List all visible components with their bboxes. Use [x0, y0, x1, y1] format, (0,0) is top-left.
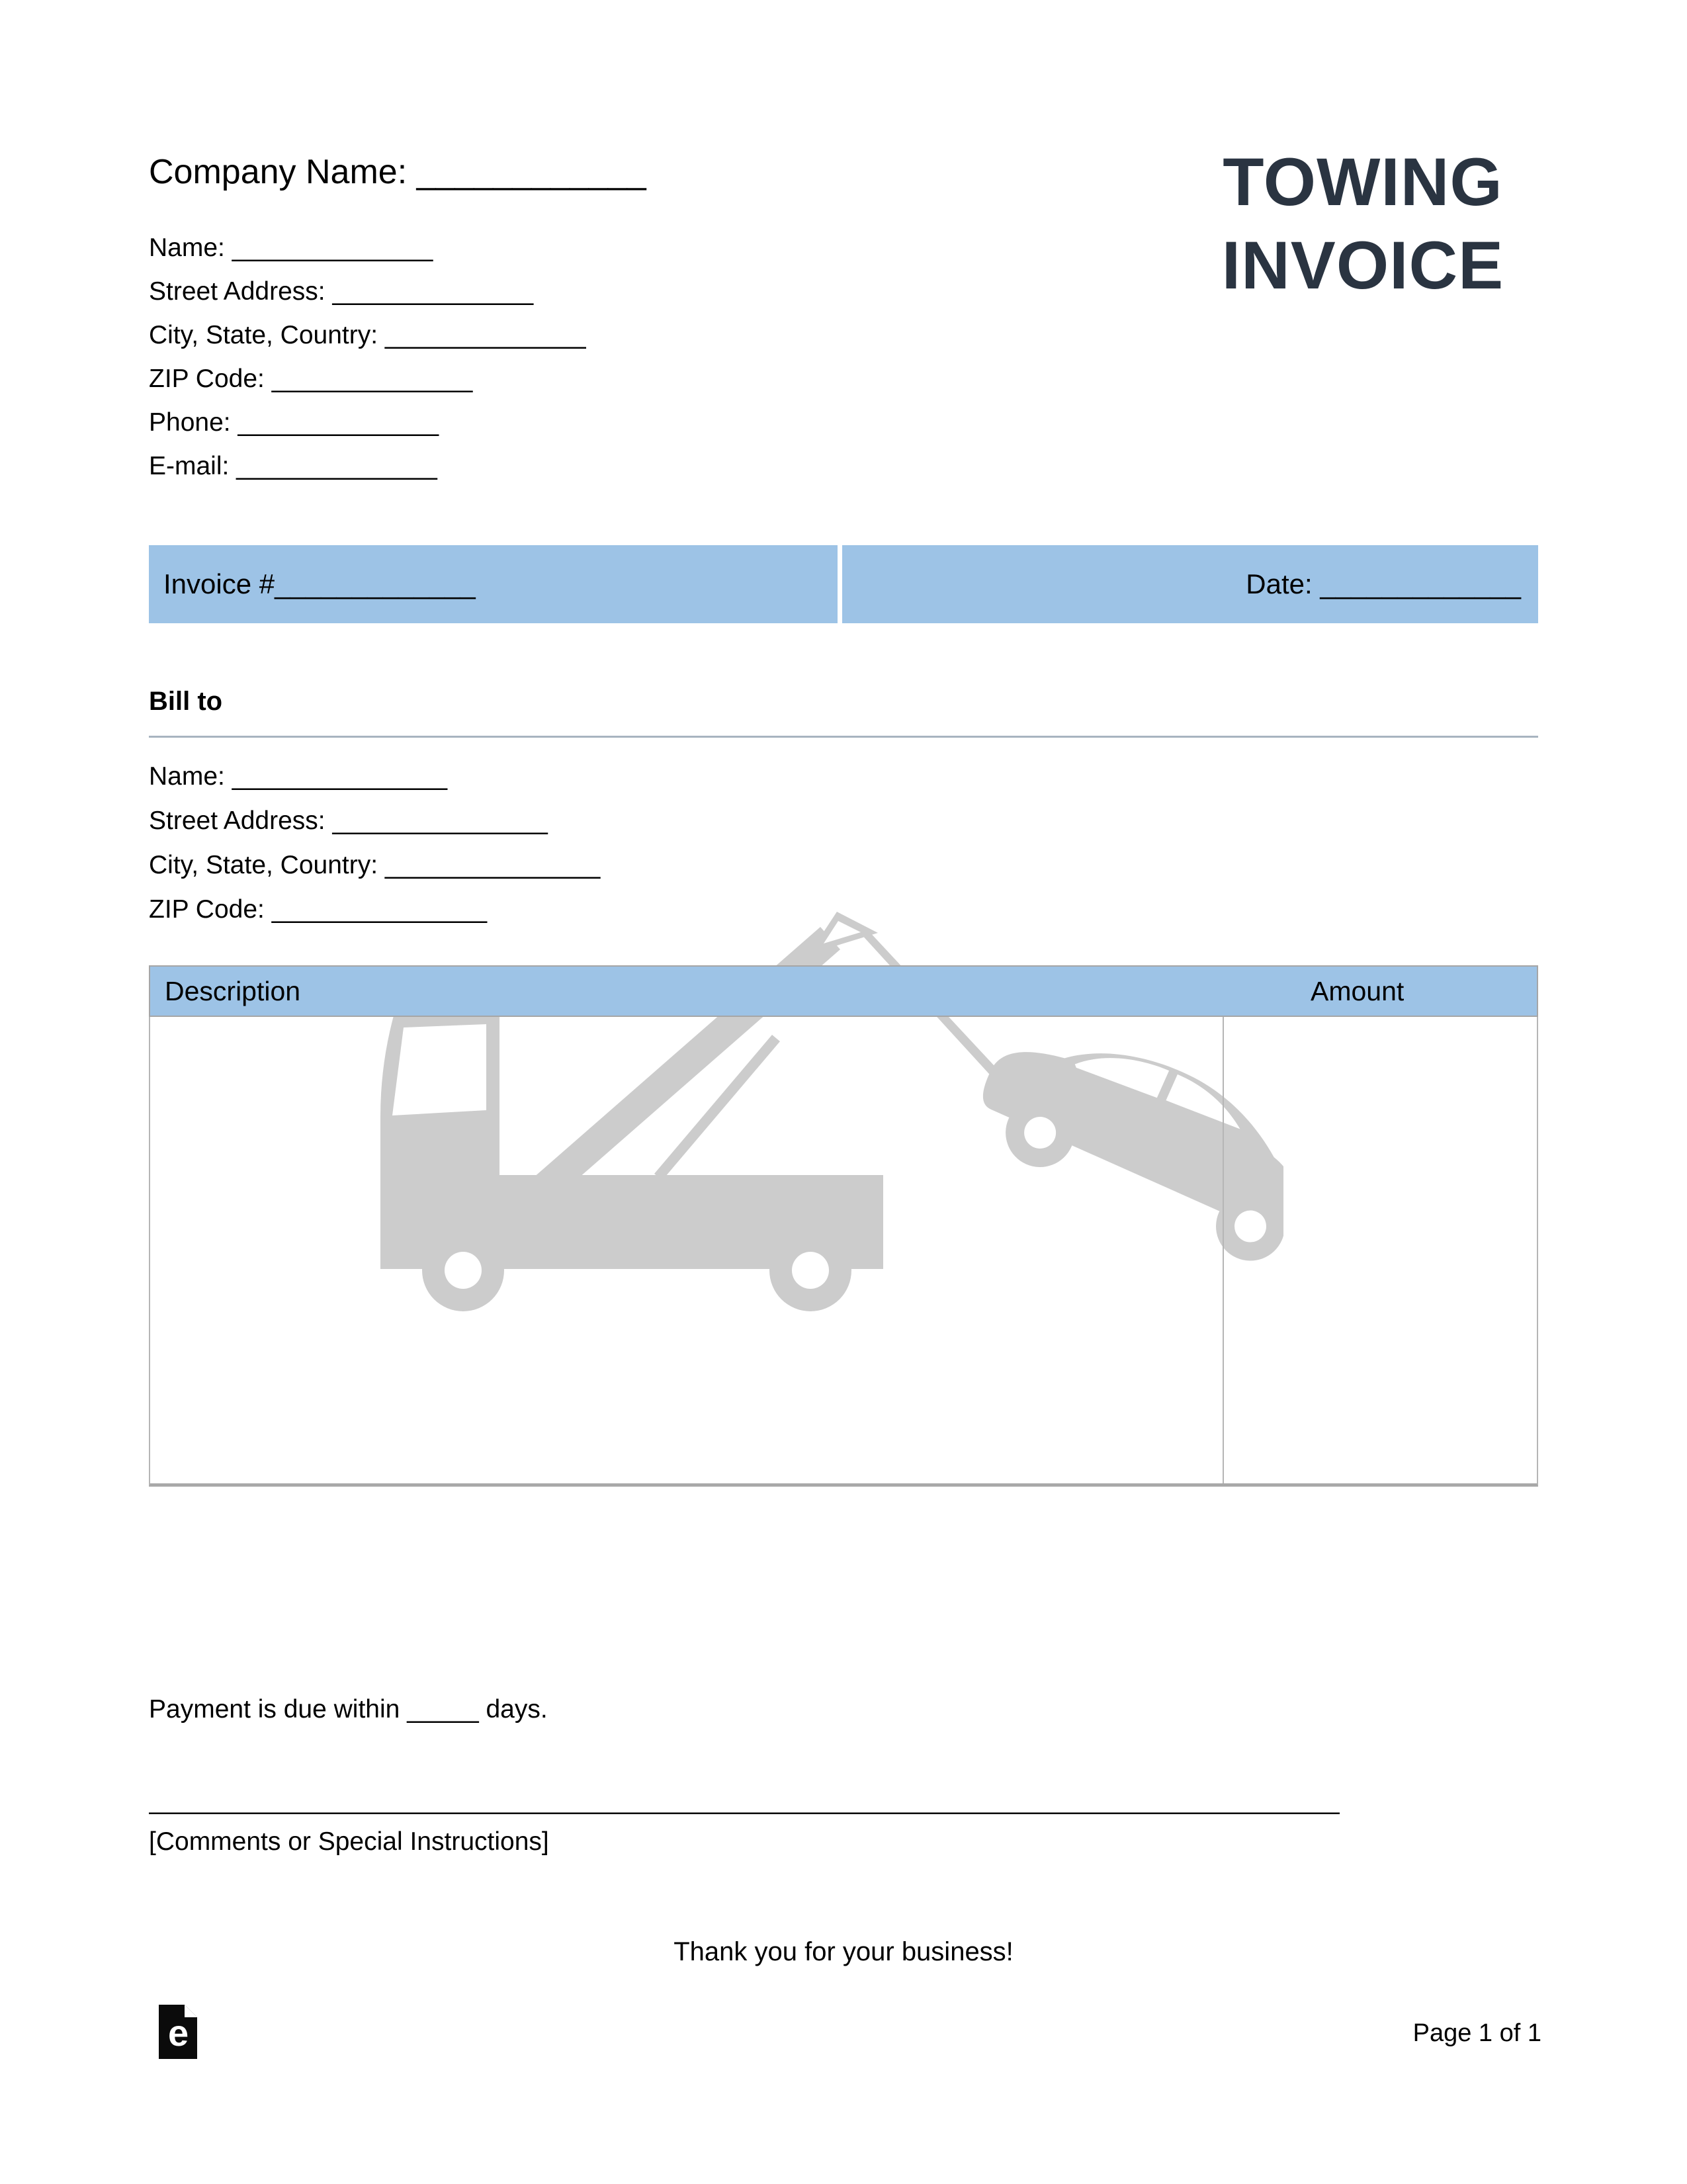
- bill-to-street-address-field: Street Address: _______________: [149, 807, 548, 835]
- invoice-number-field: Invoice #_____________: [149, 545, 838, 623]
- company-contact-name-field: Name: ______________: [149, 234, 433, 262]
- column-divider-line: [1223, 1017, 1224, 1483]
- comments-underline-rule: ___________________________________________________________________________________: [149, 1786, 1340, 1815]
- line-items-table: [149, 965, 1538, 1487]
- bill-to-zip-code-field: ZIP Code: _______________: [149, 895, 488, 924]
- company-street-address-field: Street Address: ______________: [149, 277, 534, 306]
- company-zip-code-field: ZIP Code: ______________: [149, 365, 473, 393]
- company-name-field: Company Name: ____________: [149, 153, 646, 191]
- comments-placeholder-label: [Comments or Special Instructions]: [149, 1827, 549, 1856]
- description-column-header: Description: [165, 976, 301, 1006]
- eforms-document-logo-icon: [159, 2005, 197, 2059]
- title-line-towing: TOWING: [1223, 144, 1503, 220]
- invoice-date-bar: [149, 545, 1538, 623]
- invoice-date-field: Date: _____________: [842, 545, 1538, 623]
- bill-to-name-field: Name: _______________: [149, 762, 448, 791]
- thank-you-message: Thank you for your business!: [673, 1937, 1014, 1966]
- table-header-row: [149, 965, 1538, 1017]
- payment-terms-line: Payment is due within _____ days.: [149, 1695, 548, 1724]
- logo-letter: e: [168, 2012, 189, 2054]
- company-email-field: E-mail: ______________: [149, 452, 437, 480]
- company-phone-field: Phone: ______________: [149, 408, 439, 437]
- company-header-block: [149, 152, 1075, 488]
- table-body-empty: [149, 1017, 1538, 1487]
- page-number: Page 1 of 1: [1412, 2019, 1541, 2047]
- company-city-state-country-field: City, State, Country: ______________: [149, 321, 586, 349]
- amount-column-header: Amount: [1311, 976, 1405, 1006]
- bar-cell-gap: [838, 545, 842, 623]
- document-title: [1171, 140, 1555, 307]
- title-line-invoice: INVOICE: [1221, 228, 1504, 303]
- bill-to-block: [149, 754, 600, 932]
- bill-to-city-state-country-field: City, State, Country: _______________: [149, 851, 601, 879]
- bill-to-divider-rule: [149, 736, 1538, 738]
- bill-to-heading: Bill to: [149, 687, 223, 716]
